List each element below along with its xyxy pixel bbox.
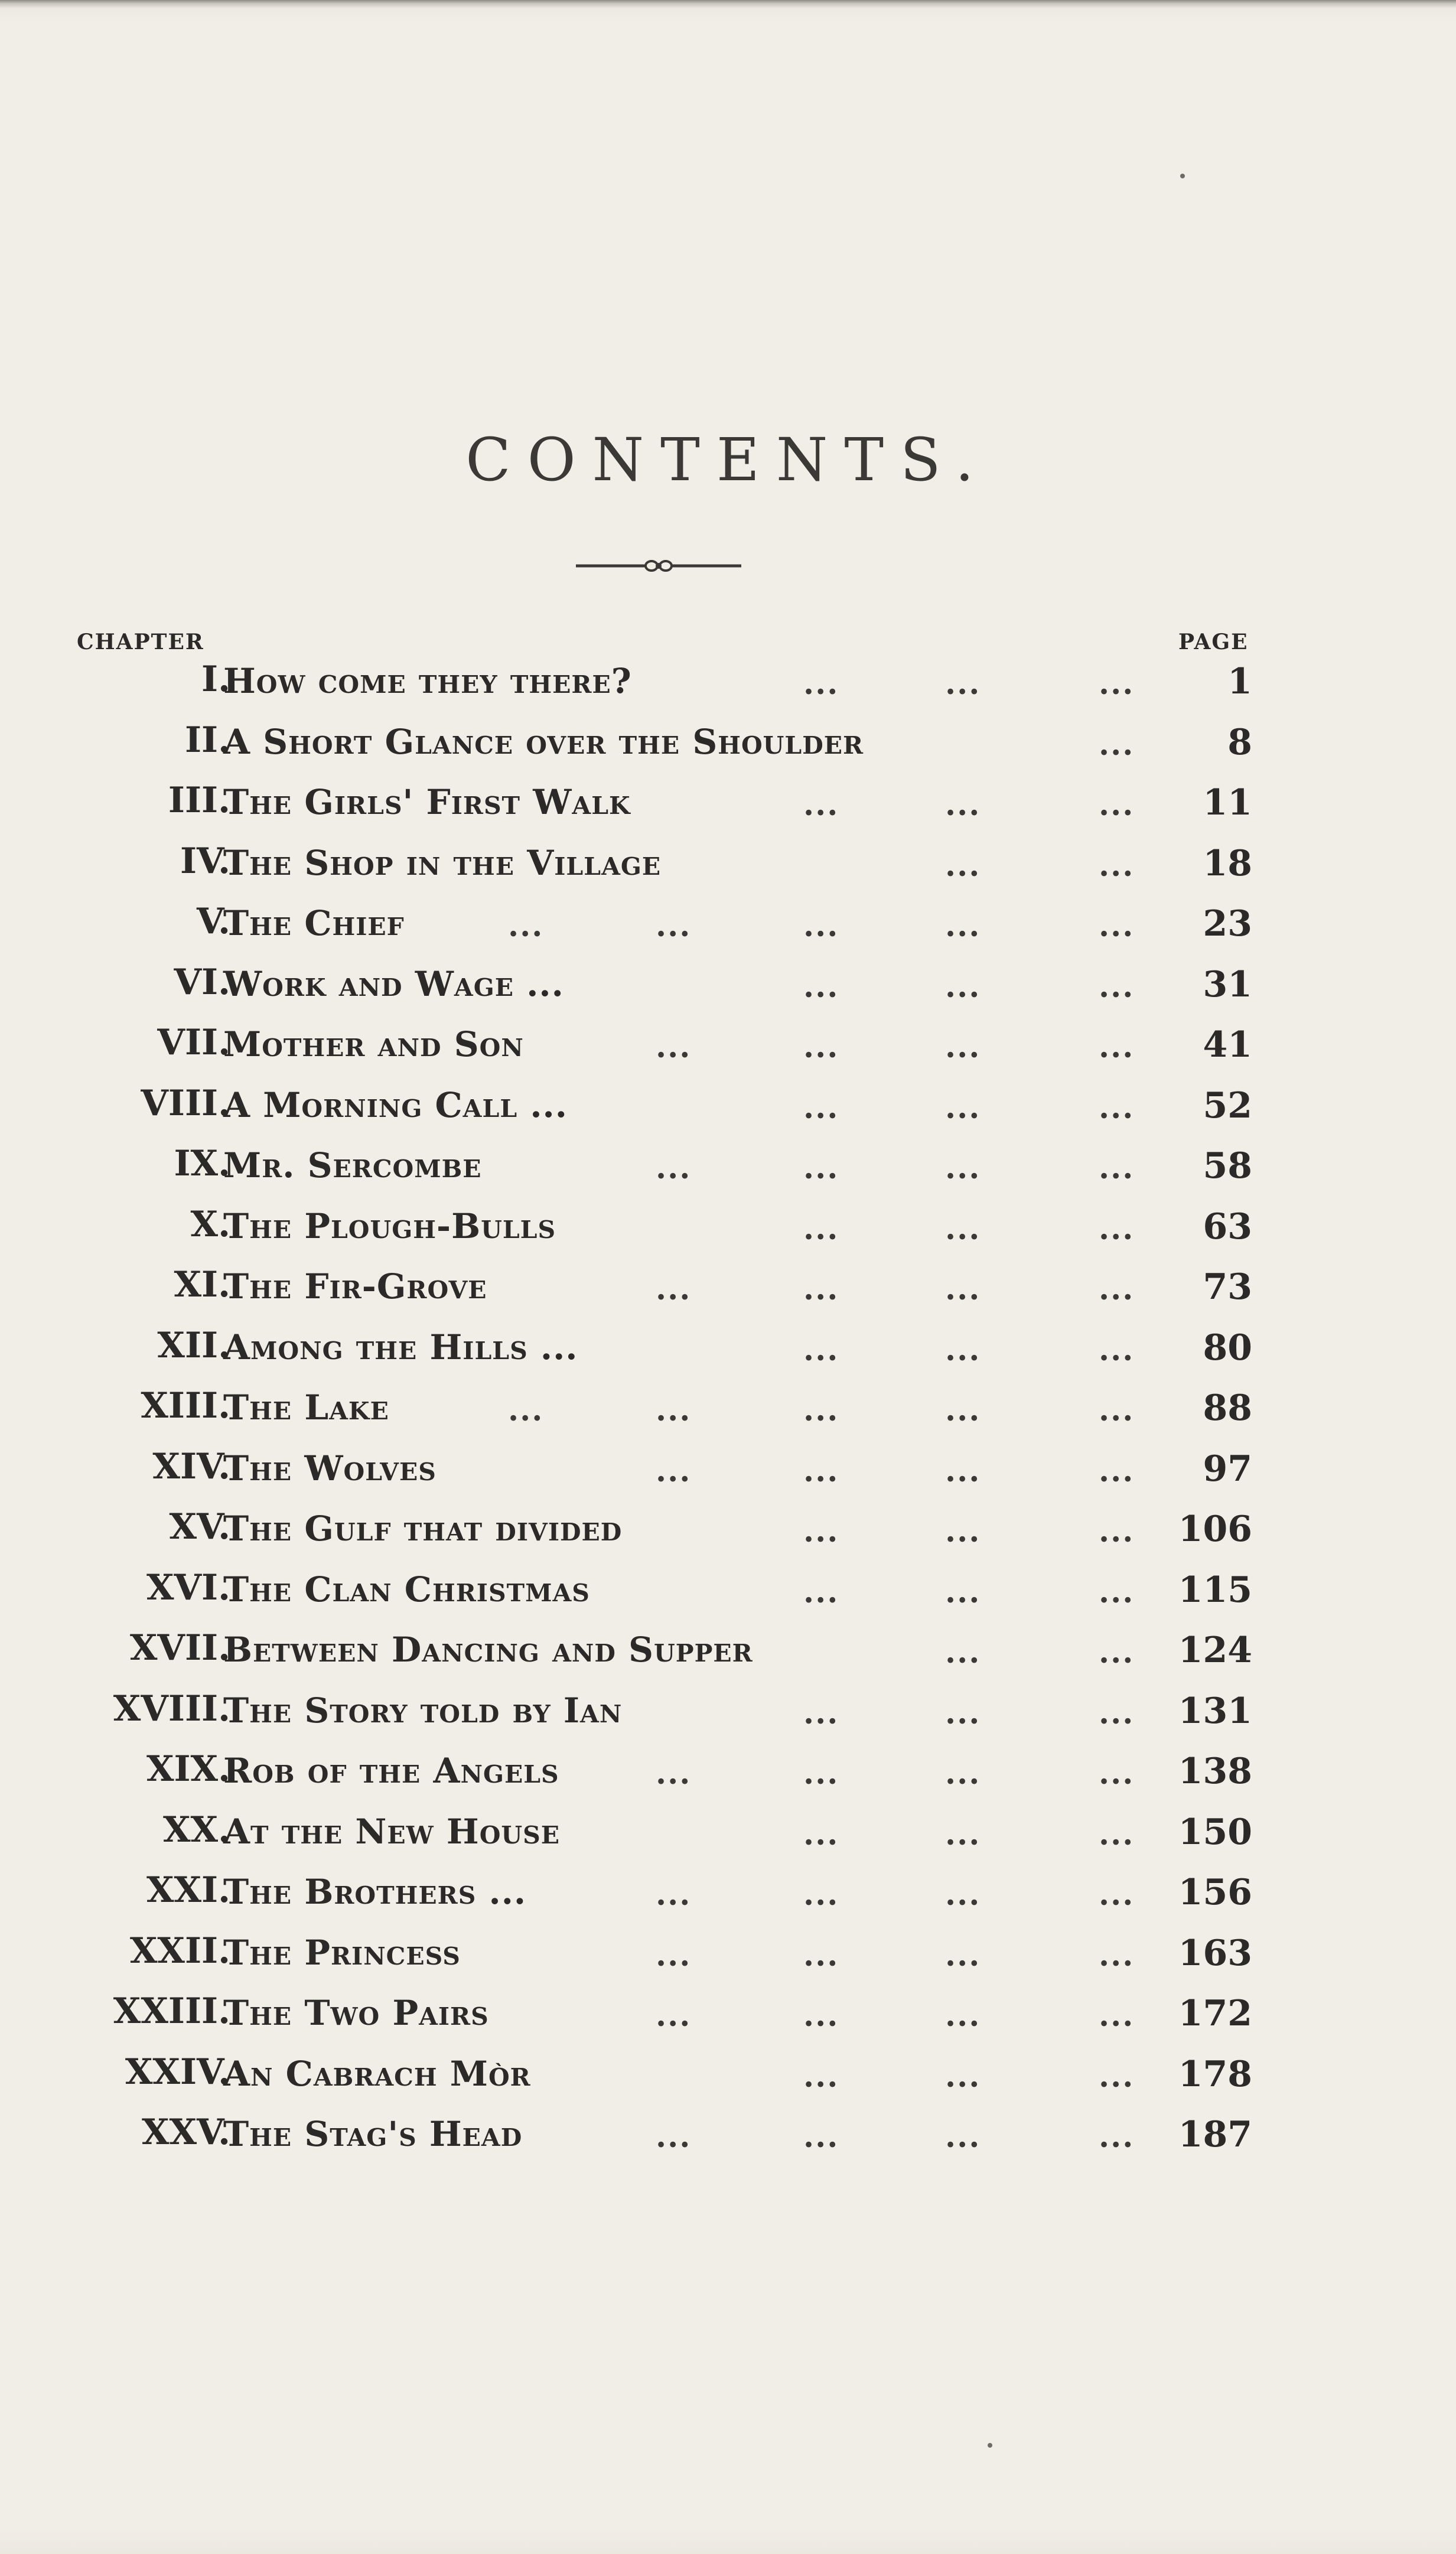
page-number: 23: [1203, 903, 1252, 944]
leader-dots: ...: [1099, 1150, 1135, 1186]
chapter-title: The Two Pairs: [223, 1993, 489, 2033]
leader-dots: ...: [945, 1574, 981, 1610]
leader-dots: ...: [803, 1695, 839, 1731]
leader-dots: ...: [945, 969, 981, 1005]
chapter-number: III.: [168, 780, 230, 821]
chapter-number: X.: [190, 1204, 230, 1245]
leader-dots: ...: [508, 1392, 544, 1428]
leader-dots: ...: [656, 1150, 692, 1186]
toc-row: [0, 1506, 1456, 1565]
chapter-title: The Stag's Head: [223, 2114, 523, 2154]
leader-dots: ...: [1099, 1392, 1135, 1428]
leader-dots: ...: [945, 1634, 981, 1670]
leader-dots: ...: [803, 1877, 839, 1913]
leader-dots: ...: [656, 1877, 692, 1913]
leader-dots: ...: [945, 1090, 981, 1126]
toc-row: [0, 1991, 1456, 2050]
chapter-number: XXII.: [129, 1930, 230, 1972]
toc-row: [0, 1083, 1456, 1142]
leader-dots: ...: [945, 2058, 981, 2094]
leader-dots: ...: [1099, 1998, 1135, 2034]
leader-dots: ...: [1099, 787, 1135, 823]
chapter-title: The Fir-Grove: [223, 1266, 487, 1307]
leader-dots: ...: [1099, 1029, 1135, 1065]
leader-dots: ...: [803, 666, 839, 702]
chapter-number: VIII.: [141, 1083, 230, 1124]
leader-dots: ...: [656, 1998, 692, 2034]
chapter-title: The Girls' First Walk: [223, 782, 631, 822]
page-number: 97: [1203, 1448, 1252, 1490]
chapter-number: XVI.: [146, 1567, 230, 1608]
chapter-number: IV.: [180, 841, 230, 882]
leader-dots: ...: [945, 1695, 981, 1731]
page-number: 156: [1178, 1872, 1252, 1913]
leader-dots: ...: [1099, 1574, 1135, 1610]
leader-dots: ...: [803, 1211, 839, 1247]
page-number: 178: [1178, 2054, 1252, 2095]
leader-dots: ...: [1099, 1271, 1135, 1307]
leader-dots: ...: [656, 2119, 692, 2155]
chapter-title: The Plough-Bulls: [223, 1206, 556, 1246]
chapter-title: A Short Glance over the Shoulder: [223, 722, 864, 762]
leader-dots: ...: [945, 848, 981, 884]
leader-dots: ...: [656, 1029, 692, 1065]
leader-dots: ...: [945, 1816, 981, 1852]
chapter-number: XX.: [163, 1809, 230, 1851]
toc-row: [0, 1748, 1456, 1807]
page-number: 187: [1178, 2114, 1252, 2155]
leader-dots: ...: [656, 908, 692, 944]
page-number: 131: [1178, 1690, 1252, 1732]
toc-row: [0, 719, 1456, 778]
page-number: 106: [1178, 1509, 1252, 1550]
page-edge-shadow: [0, 0, 1456, 8]
leader-dots: ...: [803, 1392, 839, 1428]
leader-dots: ...: [656, 1453, 692, 1489]
chapter-number: VII.: [157, 1022, 230, 1063]
page-number: 73: [1203, 1266, 1252, 1308]
toc-row: [0, 1204, 1456, 1263]
chapter-title: The Lake: [223, 1387, 389, 1428]
leader-dots: ...: [803, 1998, 839, 2034]
paper-speck: [988, 2443, 992, 2448]
chapter-number: II.: [184, 719, 230, 761]
chapter-title: Among the Hills ...: [223, 1327, 578, 1367]
leader-dots: ...: [1099, 1937, 1135, 1973]
chapter-number: V.: [197, 901, 230, 942]
leader-dots: ...: [945, 1755, 981, 1791]
leader-dots: ...: [945, 1453, 981, 1489]
page-number: 172: [1178, 1993, 1252, 2034]
leader-dots: ...: [1099, 1877, 1135, 1913]
toc-row: [0, 659, 1456, 718]
page-number: 11: [1203, 782, 1252, 823]
ornament-divider-icon: [576, 555, 741, 576]
chapter-number: XI.: [174, 1264, 230, 1305]
leader-dots: ...: [1099, 1755, 1135, 1791]
chapter-number: XIX.: [146, 1748, 230, 1790]
chapter-title: Between Dancing and Supper: [223, 1630, 753, 1670]
chapter-title: The Brothers ...: [223, 1872, 527, 1912]
leader-dots: ...: [1099, 2119, 1135, 2155]
paper-speck: [1180, 174, 1185, 178]
chapter-number: XII.: [157, 1325, 230, 1366]
chapter-title: Mr. Sercombe: [223, 1145, 482, 1185]
chapter-number: XVIII.: [113, 1688, 230, 1729]
leader-dots: ...: [803, 1453, 839, 1489]
page-number: 150: [1178, 1812, 1252, 1853]
chapter-title: The Princess: [223, 1933, 461, 1973]
leader-dots: ...: [945, 1271, 981, 1307]
chapter-title: At the New House: [223, 1812, 561, 1852]
page-number: 52: [1203, 1085, 1252, 1126]
leader-dots: ...: [803, 1332, 839, 1368]
page-title: CONTENTS.: [465, 425, 991, 494]
chapter-title: The Chief: [223, 903, 405, 943]
page-number: 31: [1203, 964, 1252, 1005]
leader-dots: ...: [945, 908, 981, 944]
page-number: 80: [1203, 1327, 1252, 1369]
page-number: 163: [1178, 1933, 1252, 1974]
chapter-title: An Cabrach Mòr: [223, 2054, 531, 2094]
page-number: 8: [1227, 722, 1252, 763]
chapter-number: I.: [201, 659, 230, 700]
chapter-title: The Clan Christmas: [223, 1569, 590, 1610]
leader-dots: ...: [1099, 1695, 1135, 1731]
leader-dots: ...: [1099, 1634, 1135, 1670]
leader-dots: ...: [803, 1271, 839, 1307]
leader-dots: ...: [656, 1755, 692, 1791]
leader-dots: ...: [803, 1755, 839, 1791]
chapter-number: XVII.: [129, 1627, 230, 1669]
leader-dots: ...: [945, 1150, 981, 1186]
toc-row: [0, 1930, 1456, 1989]
chapter-title: A Morning Call ...: [223, 1085, 568, 1125]
toc-row: [0, 2112, 1456, 2171]
leader-dots: ...: [1099, 848, 1135, 884]
chapter-number: XXV.: [141, 2112, 230, 2153]
leader-dots: ...: [1099, 1211, 1135, 1247]
chapter-number: XIII.: [141, 1385, 230, 1426]
chapter-title: Work and Wage ...: [223, 964, 564, 1004]
page-number: 1: [1227, 661, 1252, 702]
leader-dots: ...: [803, 2119, 839, 2155]
leader-dots: ...: [1099, 1816, 1135, 1852]
leader-dots: ...: [1099, 1332, 1135, 1368]
leader-dots: ...: [1099, 908, 1135, 944]
leader-dots: ...: [803, 1090, 839, 1126]
leader-dots: ...: [803, 1029, 839, 1065]
chapter-title: The Wolves: [223, 1448, 437, 1488]
leader-dots: ...: [803, 908, 839, 944]
leader-dots: ...: [945, 1513, 981, 1549]
toc-row: [0, 1809, 1456, 1868]
toc-row: [0, 1869, 1456, 1928]
chapter-title: How come they there?: [223, 661, 632, 701]
chapter-title: Mother and Son: [223, 1024, 524, 1064]
leader-dots: ...: [656, 1937, 692, 1973]
page-number: 58: [1203, 1145, 1252, 1187]
leader-dots: ...: [656, 1392, 692, 1428]
toc-row: [0, 1385, 1456, 1444]
toc-row: [0, 2051, 1456, 2110]
leader-dots: ...: [945, 1211, 981, 1247]
leader-dots: ...: [945, 1877, 981, 1913]
toc-row: [0, 1627, 1456, 1686]
page-number: 115: [1178, 1569, 1252, 1611]
chapter-number: VI.: [174, 962, 230, 1003]
chapter-number: XXIV.: [125, 2051, 230, 2093]
chapter-number: XXI.: [146, 1869, 230, 1911]
leader-dots: ...: [1099, 727, 1135, 763]
leader-dots: ...: [803, 1937, 839, 1973]
toc-row: [0, 1567, 1456, 1626]
toc-row: [0, 1264, 1456, 1323]
leader-dots: ...: [803, 1574, 839, 1610]
leader-dots: ...: [1099, 1090, 1135, 1126]
chapter-title: The Gulf that divided: [223, 1509, 623, 1549]
page-number: 63: [1203, 1206, 1252, 1247]
leader-dots: ...: [656, 1271, 692, 1307]
toc-row: [0, 1446, 1456, 1505]
chapter-title: Rob of the Angels: [223, 1751, 559, 1791]
leader-dots: ...: [1099, 969, 1135, 1005]
leader-dots: ...: [803, 787, 839, 823]
page-number: 18: [1203, 843, 1252, 884]
leader-dots: ...: [803, 969, 839, 1005]
leader-dots: ...: [945, 1029, 981, 1065]
leader-dots: ...: [945, 1998, 981, 2034]
leader-dots: ...: [1099, 2058, 1135, 2094]
toc-row: [0, 1022, 1456, 1081]
leader-dots: ...: [1099, 666, 1135, 702]
leader-dots: ...: [945, 2119, 981, 2155]
leader-dots: ...: [803, 2058, 839, 2094]
chapter-number: XIV.: [152, 1446, 230, 1487]
leader-dots: ...: [508, 908, 544, 944]
toc-row: [0, 1688, 1456, 1747]
chapter-title: The Story told by Ian: [223, 1690, 623, 1731]
toc-row: [0, 780, 1456, 839]
leader-dots: ...: [945, 787, 981, 823]
toc-row: [0, 1325, 1456, 1384]
chapter-column-header: CHAPTER: [77, 630, 204, 654]
leader-dots: ...: [1099, 1453, 1135, 1489]
toc-row: [0, 962, 1456, 1021]
toc-row: [0, 1143, 1456, 1202]
leader-dots: ...: [803, 1513, 839, 1549]
page-number: 88: [1203, 1387, 1252, 1429]
chapter-number: XV.: [169, 1506, 230, 1548]
page-number: 124: [1178, 1630, 1252, 1671]
leader-dots: ...: [803, 1150, 839, 1186]
chapter-number: IX.: [174, 1143, 230, 1184]
chapter-number: XXIII.: [113, 1991, 230, 2032]
leader-dots: ...: [945, 1332, 981, 1368]
leader-dots: ...: [1099, 1513, 1135, 1549]
page-number: 138: [1178, 1751, 1252, 1792]
page-number: 41: [1203, 1024, 1252, 1066]
leader-dots: ...: [803, 1816, 839, 1852]
leader-dots: ...: [945, 1937, 981, 1973]
page-column-header: PAGE: [1178, 630, 1249, 654]
toc-row: [0, 901, 1456, 960]
leader-dots: ...: [945, 666, 981, 702]
chapter-title: The Shop in the Village: [223, 843, 662, 883]
toc-row: [0, 841, 1456, 900]
leader-dots: ...: [945, 1392, 981, 1428]
